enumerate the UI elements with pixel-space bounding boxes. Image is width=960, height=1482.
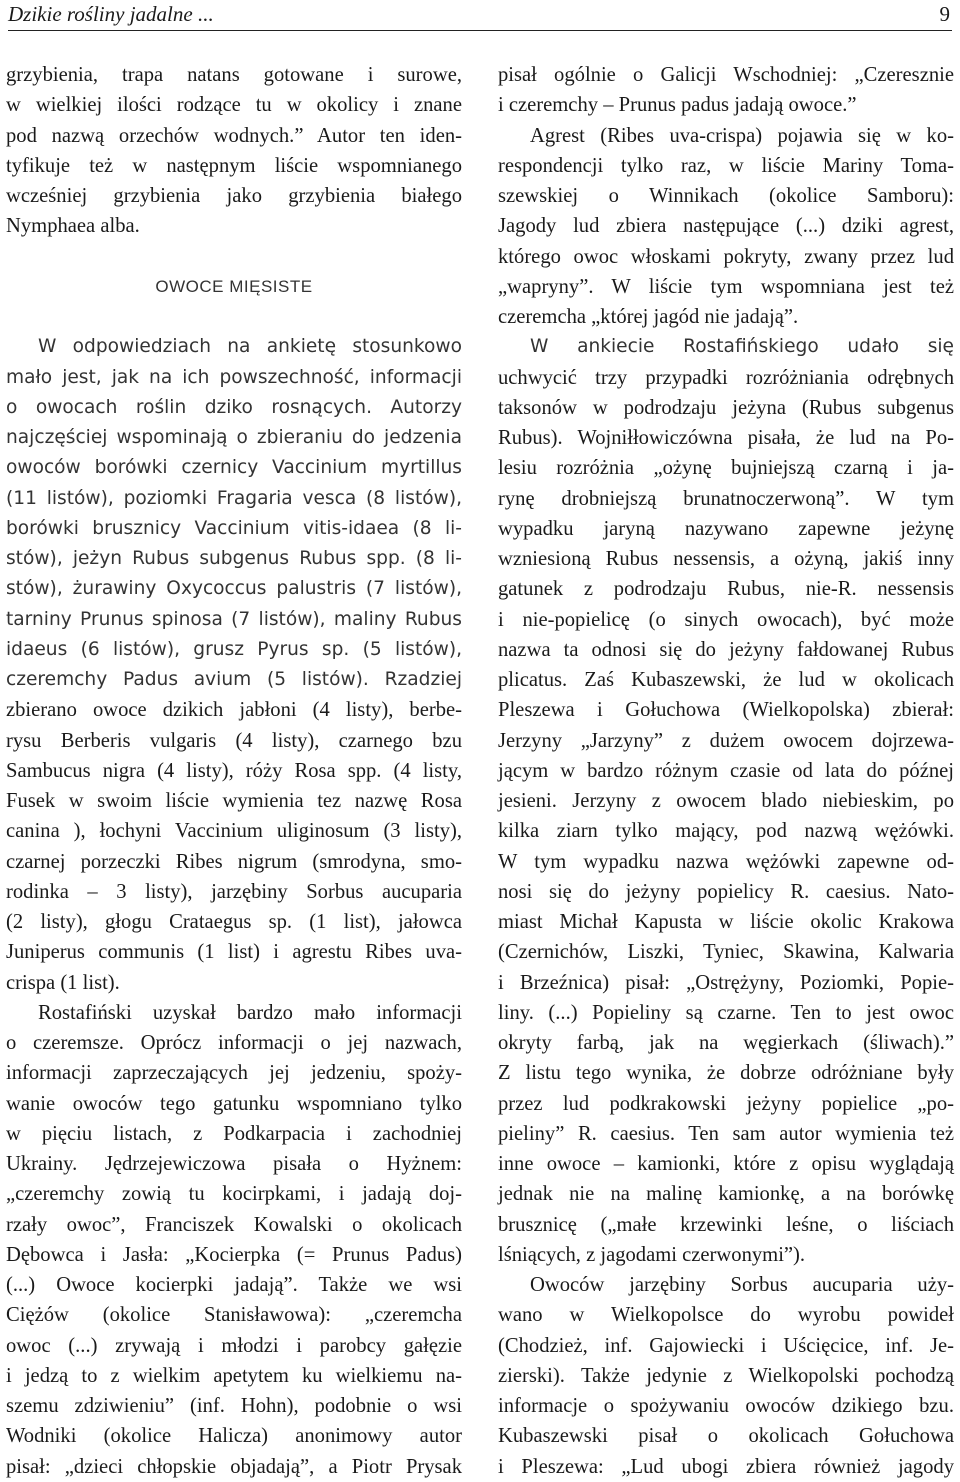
text-line: Jerzyny „Jarzyny” z dużem owocem dojrzewa-: [498, 729, 954, 752]
text-line: Kubaszewski pisał o okolicach Gołuchowa: [498, 1425, 954, 1448]
text-line: czeremcha „której jagód nie jadają”.: [498, 306, 799, 328]
text-line: o czeremsze. Oprócz informacji o jej nazwach,: [6, 1032, 462, 1054]
running-title: Dzikie rośliny jadalne ...: [8, 2, 214, 26]
text-line: canina ), łochyni Vaccinium uliginosum (3 listy),: [6, 820, 462, 843]
text-line: i czeremchy – Prunus padus jadają owoce.”: [498, 94, 857, 117]
text-line: Pleszewa i Gołuchowa (Wielkopolska) zbierał:: [498, 699, 954, 722]
section-heading: OWOCE MIĘSISTE: [155, 276, 313, 296]
text-line: i jedzą to z wielkim apetytem ku wielkiemu na-: [6, 1364, 462, 1387]
text-line: Fusek w swoim liście wymienia tez nazwę Rosa: [6, 790, 462, 812]
text-line: brusznicę („małe krzewinki leśne, o liściach: [498, 1213, 954, 1236]
text-line: wanie owoców tego gatunku wspomniano tylko: [6, 1092, 462, 1115]
text-line: grzybienia, trapa natans gotowane i surowe,: [6, 64, 462, 86]
text-line: Wodniki (okolice Halicza) anonimowy autor: [6, 1425, 462, 1448]
text-line: Nymphaea alba.: [6, 215, 140, 238]
text-line: owoc (...) zrywają i młodzi i parobcy gałęzie: [6, 1334, 462, 1357]
text-line: pisał ogólnie o Galicji Wschodniej: „Czeresznie: [498, 64, 954, 86]
text-line: czeremchy Padus avium (5 listów). Rzadziej: [6, 669, 462, 690]
text-line: respondencji tylko raz, w liście Mariny Toma-: [498, 154, 954, 177]
text-line: jesieni. Jerzyny z owocem blado niebieskim, po: [498, 790, 954, 812]
text-line: miast Michał Kapusta w liście okolic Krakowa: [498, 911, 954, 933]
text-line: jednak nie na malinę kamionkę, a na borówkę: [498, 1183, 954, 1206]
text-line: w wielkiej ilości rodzące tu w okolicy i znane: [6, 94, 462, 117]
text-line: lśniących, z jagodami czerwonymi”).: [498, 1243, 806, 1266]
text-line: W ankiecie Rostafińskiego udało się: [530, 336, 954, 358]
text-line: rodinka – 3 listy), jarzębiny Sorbus aucuparia: [6, 880, 462, 903]
text-line: mało jest, jak na ich powszechność, informacji: [6, 366, 462, 388]
text-line: rynę drobniejszą brunatnoczerwoną”. W tym: [498, 487, 954, 510]
text-line: crispa (1 list).: [6, 971, 120, 994]
text-line: tyfikuje też w następnym liście wspomnianego: [6, 154, 462, 177]
text-line: rysu Berberis vulgaris (4 listy), czarnego bzu: [6, 729, 462, 752]
blank-line: [6, 302, 462, 332]
text-line: lesiu rozróżnia „ożynę bujniejszą czarną i ja-: [498, 457, 954, 480]
text-line: Z listu tego wynika, że dobrze odróżniane były: [498, 1062, 954, 1085]
text-line: Dębowca i Jasła: „Kocierpka (= Prunus Padus): [6, 1243, 462, 1266]
text-line: „wapryny”. W liście tym wspomniana jest też: [498, 275, 954, 298]
text-line: szemu zdziwieniu” (inf. Hohn), podobnie o wsi: [6, 1395, 462, 1417]
text-line: liny. (...) Popieliny są czarne. Ten to jest owoc: [498, 1001, 954, 1024]
text-line: okryty farbą, jak na węgierkach (śliwach).”: [498, 1032, 954, 1054]
text-line: Ukrainy. Jędrzejewiczowa pisała o Hyżnem:: [6, 1153, 462, 1175]
text-line: najczęściej wspominają o zbieraniu do jedzenia: [6, 427, 462, 448]
text-line: pisał: „dzieci chłopskie objadają”, a Piotr Prysak: [6, 1455, 462, 1478]
text-line: czarnej porzeczki Ribes nigrum (smrodyna, smo-: [6, 850, 462, 873]
text-line: W odpowiedziach na ankietę stosunkowo: [38, 336, 462, 358]
text-line: nazwa ta odnosi się do jeżyny fałdowanej Rubus: [498, 638, 954, 661]
text-line: pod nazwą orzechów wodnych.” Autor ten iden-: [6, 124, 462, 147]
text-line: pieliny” R. caesius. Ten sam autor wymienia też: [498, 1122, 954, 1145]
text-line: i Pleszewa: „Lud ubogi zbiera również jagody: [498, 1455, 954, 1478]
text-line: (2 listy), głogu Crataegus sp. (1 list), jałowca: [6, 911, 462, 933]
text-line: (Czernichów, Liszki, Tyniec, Skawina, Kalwaria: [498, 941, 954, 964]
text-line: Agrest (Ribes uva-crispa) pojawia się w ko-: [530, 124, 954, 147]
text-line: kilka ziarn tylko mający, pod nazwą wężówki.: [498, 820, 954, 843]
text-line: Rostafiński uzyskał bardzo mało informacji: [38, 1001, 462, 1024]
running-header: [8, 0, 952, 31]
text-line: przez lud podkrakowski jeżyny popielice „po-: [498, 1092, 954, 1115]
text-line: o owocach roślin dziko rosnących. Autorzy: [6, 396, 462, 418]
text-line: i Brzeźnica) pisał: „Ostrężyny, Poziomki, Popie-: [498, 971, 954, 994]
text-line: informacje o spożywaniu owoców dzikiego bzu.: [498, 1395, 954, 1417]
text-line: plicatus. Zaś Kubaszewski, że lud w okolicach: [498, 669, 954, 691]
text-line: stów), żurawiny Oxycoccus palustris (7 listów),: [6, 578, 462, 600]
text-line: i nie-popielicę (o sinych owocach), być może: [498, 608, 954, 631]
text-line: wzniesioną Rubus nessensis, a ożyną, jakiś inny: [498, 548, 954, 570]
right-column: [498, 60, 954, 1482]
text-line: Owoców jarzębiny Sorbus aucuparia uży-: [530, 1274, 954, 1296]
text-line: informacji zaprzeczających jej jedzeniu, spoży-: [6, 1062, 462, 1085]
text-line: inne owoce – kamionki, które z opisu wyglądają: [498, 1153, 954, 1175]
text-line: (...) Owoce kocierpki jadają”. Także we wsi: [6, 1274, 462, 1296]
page-number: 9: [939, 2, 950, 26]
text-line: Ciężów (okolice Stanisławowa): „czeremcha: [6, 1304, 462, 1327]
text-line: Jagody lud zbiera następujące (...) dziki agrest,: [498, 215, 954, 238]
text-line: W tym wypadku nazwa wężówki zapewne od-: [498, 850, 954, 873]
text-line: którego owoc włoskami pokryty, zwany przez lud: [498, 245, 954, 268]
text-line: jącym w bardzo różnym czasie od lata do późnej: [498, 759, 954, 782]
text-line: zierski). Także jedynie z Wielkopolski pochodzą: [498, 1364, 954, 1387]
text-line: stów), jeżyn Rubus subgenus Rubus spp. (8 li-: [6, 548, 462, 569]
text-line: wano w Wielkopolsce do wyrobu powideł: [498, 1304, 954, 1327]
text-line: (Chodzież, inf. Gajowiecki i Uścięcice, inf. Je-: [498, 1334, 954, 1357]
blank-line: [6, 242, 462, 272]
text-line: Sambucus nigra (4 listy), róży Rosa spp. (4 listy,: [6, 759, 462, 782]
text-line: zbierano owoce dzikich jabłoni (4 listy), berbe-: [6, 699, 462, 722]
text-line: nosi się do jeżyny popielicy R. caesius. Nato-: [498, 880, 954, 903]
text-line: tarniny Prunus spinosa (7 listów), maliny Rubus: [6, 608, 462, 630]
text-line: Rubus). Wojniłłowiczówna pisała, że lud na Po-: [498, 427, 954, 449]
text-line: gatunek z podrodzaju Rubus, nie-R. nessensis: [498, 578, 954, 601]
text-line: „czeremchy zowią tu kocirpkami, i jadają doj-: [6, 1183, 462, 1206]
text-line: wypadku jaryną nazywano zapewne jeżynę: [498, 517, 954, 540]
text-line: w pięciu listach, z Podkarpacia i zachodniej: [6, 1122, 462, 1145]
text-line: wcześniej grzybienia jako grzybienia białego: [6, 185, 462, 207]
text-line: Juniperus communis (1 list) i agrestu Ribes uva-: [6, 941, 462, 964]
left-column: [6, 60, 462, 1482]
text-line: idaeus (6 listów), grusz Pyrus sp. (5 listów),: [6, 638, 462, 660]
text-line: taksonów w podrodzaju jeżyna (Rubus subgenus: [498, 396, 954, 419]
text-line: borówki brusznicy Vaccinium vitis-idaea (8 li-: [6, 517, 462, 539]
text-line: rzały owoc”, Franciszek Kowalski o okolicach: [6, 1213, 462, 1236]
text-line: (11 listów), poziomki Fragaria vesca (8 listów),: [6, 487, 462, 509]
text-line: uchwycić trzy przypadki rozróżniania odrębnych: [498, 366, 954, 389]
text-line: szewskiej o Winnikach (okolice Samboru):: [498, 185, 954, 207]
text-line: owoców borówki czernicy Vaccinium myrtillus: [6, 457, 462, 479]
